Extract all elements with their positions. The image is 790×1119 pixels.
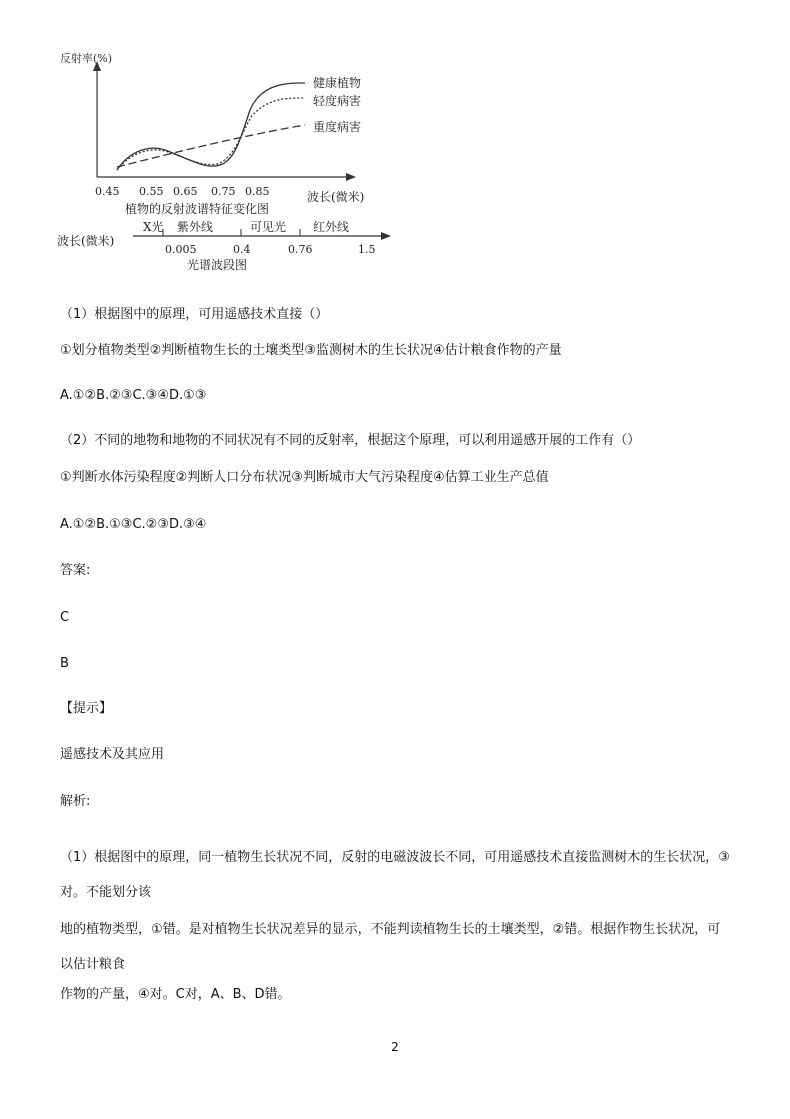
spectrum-axis-arrow (381, 232, 391, 240)
page-number: 2 (391, 1040, 399, 1054)
answer-2: B (60, 656, 69, 671)
x-tick-label: 0.45 (95, 185, 120, 198)
q1-options: A.①②B.②③C.③④D.①③ (60, 388, 207, 403)
reflectance-figure (55, 45, 400, 275)
analysis-label: 解析: (60, 794, 91, 809)
x-axis-label: 波长(微米) (307, 190, 365, 204)
band-label-visible: 可见光 (250, 220, 287, 234)
series-label-severe: 重度病害 (313, 120, 362, 134)
analysis-paragraph-1: （1）根据图中的原理，同一植物生长状况不同，反射的电磁波波长不同，可用遥感技术直接监测树木的生长状况，③对。不能划分该 (60, 850, 730, 900)
hint-label: 【提示】 (60, 701, 113, 716)
spectrum-tick-label: 0.005 (165, 243, 197, 256)
band-label-xray: X光 (143, 220, 164, 234)
q1-stem: （1）根据图中的原理，可用遥感技术直接（） (60, 307, 329, 322)
x-tick-label: 0.65 (173, 185, 198, 198)
band-label-uv: 紫外线 (177, 220, 214, 234)
q2-options: A.①②B.①③C.②③D.③④ (60, 517, 207, 532)
band-label-infrared: 红外线 (313, 220, 350, 234)
answer-label: 答案: (60, 563, 91, 578)
spectrum-tick-label: 0.76 (288, 243, 313, 256)
series-healthy-curve (117, 83, 305, 170)
series-label-healthy: 健康植物 (313, 76, 362, 90)
answer-1: C (60, 610, 70, 625)
analysis-paragraph-3: 作物的产量，④对。C对，A、B、D错。 (60, 987, 291, 1002)
top-chart-caption: 植物的反射波谱特征变化图 (125, 202, 270, 216)
analysis-paragraph-2: 地的植物类型，①错。是对植物生长状况差异的显示，不能判读植物生长的土壤类型，②错。根据作物生长状况，可以估计粮食 (60, 922, 721, 972)
reflectance-figure-svg (55, 45, 400, 275)
x-tick-label: 0.75 (211, 185, 236, 198)
spectrum-caption: 光谱波段图 (187, 258, 248, 272)
q1-items: ①划分植物类型②判断植物生长的土壤类型③监测树木的生长状况④估计粮食作物的产量 (60, 343, 562, 358)
q2-items: ①判断水体污染程度②判断人口分布状况③判断城市大气污染程度④估算工业生产总值 (60, 470, 549, 485)
spectrum-tick-label: 0.4 (233, 243, 251, 256)
x-tick-label: 0.85 (245, 185, 270, 198)
x-axis-arrow (346, 173, 356, 181)
q2-stem: （2）不同的地物和地物的不同状况有不同的反射率，根据这个原理，可以利用遥感开展的工作有（） (60, 433, 641, 448)
spectrum-tick-label: 1.5 (358, 243, 376, 256)
series-mild-curve (117, 98, 305, 170)
x-tick-label: 0.55 (139, 185, 164, 198)
series-severe-curve (117, 125, 305, 167)
series-label-mild: 轻度病害 (313, 94, 362, 108)
hint-text: 遥感技术及其应用 (60, 747, 165, 762)
y-axis-label: 反射率(%) (60, 52, 113, 65)
spectrum-axis-label: 波长(微米) (57, 234, 115, 248)
